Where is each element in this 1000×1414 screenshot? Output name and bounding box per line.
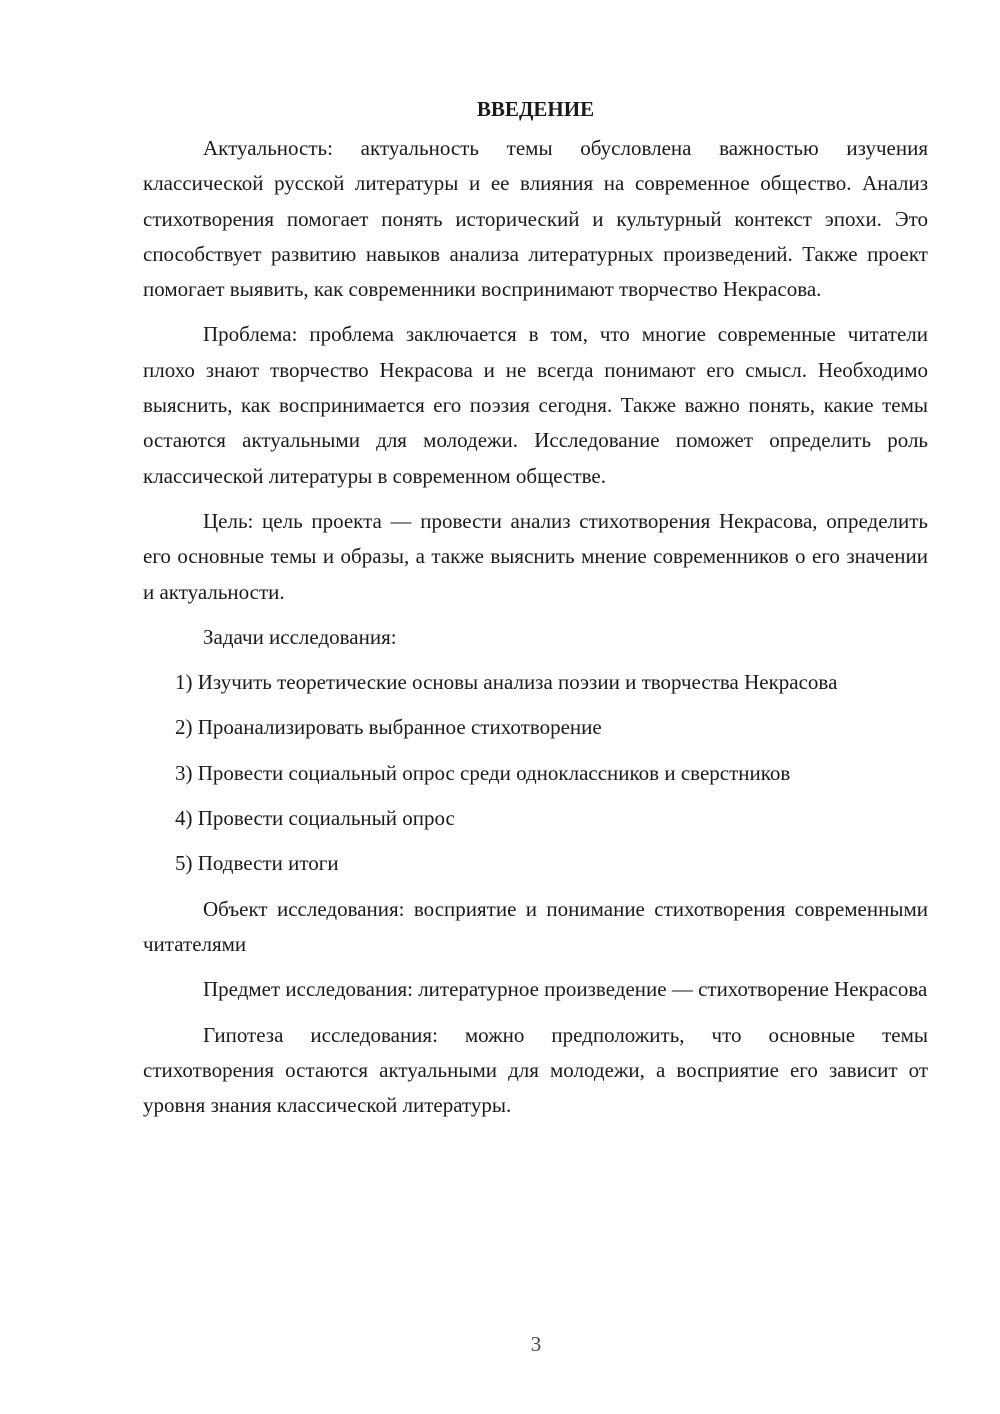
- hypothesis-paragraph: Гипотеза исследования: можно предположить, что основные темы стихотворения остаются актуальными для молодежи, а восприятие его зависит от уровня знания классической литературы.: [143, 1022, 928, 1118]
- page-number: 3: [530, 1332, 542, 1356]
- tasks-list: [143, 665, 928, 881]
- task-item: 1) Изучить теоретические основы анализа поэзии и творчества Некрасова: [175, 670, 838, 695]
- problem-paragraph: Проблема: проблема заключается в том, что многие современные читатели плохо знают творчество Некрасова и не всегда понимают его смысл. Необходимо выяснить, как воспринимается его поэзия сегодня. Также важно понять, какие темы остаются актуальными для молодежи. Исследование поможет определить роль классической литературы в современном обществе.: [143, 322, 928, 488]
- tasks-heading: Задачи исследования:: [203, 624, 397, 649]
- document-page: [143, 92, 928, 1133]
- goal-paragraph: Цель: цель проекта — провести анализ стихотворения Некрасова, определить его основные темы и образы, а также выяснить мнение современников о его значении и актуальности.: [143, 508, 928, 604]
- task-item: 3) Провести социальный опрос среди одноклассников и сверстников: [175, 760, 791, 785]
- relevance-paragraph: Актуальность: актуальность темы обусловлена важностью изучения классической русской литературы и ее влияния на современное общество. Анализ стихотворения помогает понять исторический и культурный контекст эпохи. Это способствует развитию навыков анализа литературных произведений. Также проект помогает выявить, как современники воспринимают творчество Некрасова.: [143, 136, 928, 302]
- task-item: 4) Провести социальный опрос: [175, 806, 455, 831]
- task-item: 5) Подвести итоги: [175, 851, 339, 876]
- object-paragraph: Объект исследования: восприятие и понимание стихотворения современными читателями: [143, 896, 928, 956]
- subject-paragraph: Предмет исследования: литературное произведение — стихотворение Некрасова: [203, 977, 928, 1002]
- page-title: ВВЕДЕНИЕ: [476, 97, 595, 121]
- task-item: 2) Проанализировать выбранное стихотворение: [175, 715, 602, 740]
